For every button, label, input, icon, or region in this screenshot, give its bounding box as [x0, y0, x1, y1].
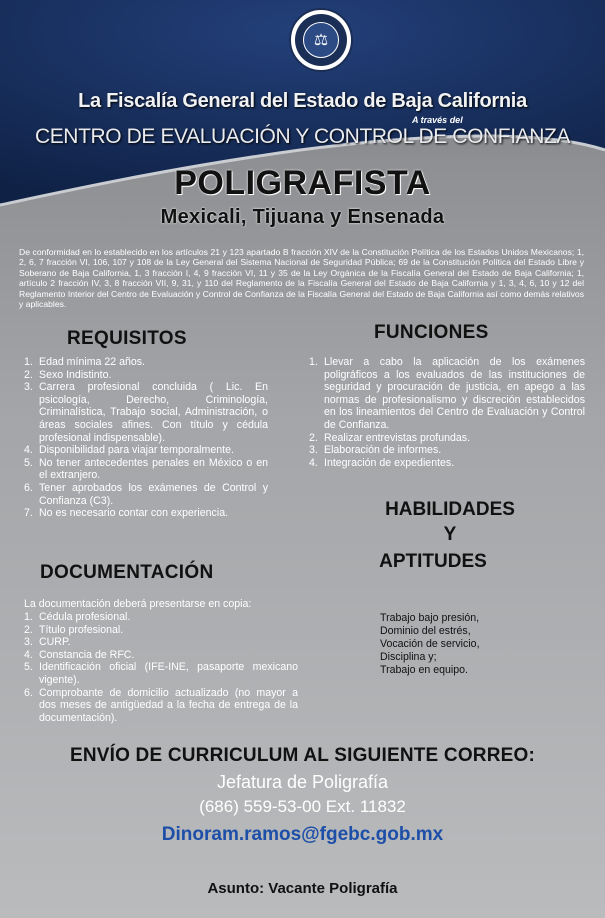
- habilidad-item: Trabajo en equipo.: [380, 664, 468, 676]
- list-item-number: 2.: [309, 431, 318, 444]
- documentacion-list: [24, 611, 298, 724]
- institution-seal: [289, 8, 353, 72]
- list-item-text: Cédula profesional.: [39, 611, 131, 623]
- requisitos-heading: REQUISITOS: [67, 328, 187, 349]
- list-item-number: 3.: [24, 381, 33, 394]
- habilidad-item: Vocación de servicio,: [380, 638, 480, 650]
- habilidades-heading-line3: APTITUDES: [379, 551, 487, 572]
- list-item-number: 2.: [24, 368, 33, 381]
- requisito-item: [24, 381, 268, 444]
- requisito-item: [24, 507, 268, 520]
- list-item-number: 5.: [24, 456, 33, 469]
- requisito-item: [24, 457, 268, 482]
- center-name: CENTRO DE EVALUACIÓN Y CONTROL DE CONFIANZA: [34, 125, 571, 148]
- requisito-item: [24, 356, 268, 369]
- contact-heading: ENVÍO DE CURRICULUM AL SIGUIENTE CORREO:: [69, 745, 536, 766]
- list-item-text: Tener aprobados los exámenes de Control y Confianza (C3).: [39, 481, 268, 507]
- requisito-item: [24, 444, 268, 457]
- documentacion-heading: DOCUMENTACIÓN: [40, 562, 214, 583]
- list-item-text: Edad mínima 22 años.: [39, 356, 145, 368]
- via-text: A través del: [412, 115, 463, 125]
- list-item-number: 2.: [24, 623, 33, 636]
- documento-item: [24, 687, 298, 725]
- contact-department: Jefatura de Poligrafía: [216, 772, 389, 792]
- list-item-text: No tener antecedentes penales en México o en el extranjero.: [39, 456, 268, 482]
- list-item-number: 3.: [309, 444, 318, 457]
- documentacion-intro: La documentación deberá presentarse en copia:: [24, 598, 252, 610]
- funciones-heading: FUNCIONES: [374, 322, 489, 343]
- list-item-number: 1.: [24, 611, 33, 623]
- list-item-text: Llevar a cabo la aplicación de los exámenes poligráficos a los evaluados de las instituciones de seguridad y procuración de justicia, en apego a las normas de profesionalismo y discreción establecidos en los lineamientos del Centro de Evaluación y Control de Confianza.: [324, 356, 585, 431]
- requisito-item: [24, 482, 268, 507]
- list-item-number: 7.: [24, 507, 33, 520]
- list-item-text: Identificación oficial (IFE-INE, pasaporte mexicano vigente).: [39, 661, 298, 686]
- funcion-item: [309, 432, 585, 445]
- list-item-number: 3.: [24, 636, 33, 649]
- funcion-item: [309, 457, 585, 470]
- list-item-number: 5.: [24, 661, 33, 674]
- list-item-text: Carrera profesional concluida ( Lic. En psicología, Derecho, Criminología, Criminalística, Trabajo social, Administración, o áreas sociales afines. Con título y cédula profesional indispensable).: [39, 381, 268, 444]
- legal-basis-text: De conformidad en lo establecido en los artículos 21 y 123 apartado B fracción XIV de la Constitución Política de los Estados Unidos Mexicanos; 1, 2, 6, 7 fracción VI, 106, 107 y 108 de la Ley General del Sistema Nacional de Seguridad Pública; 69 de la Constitución Política del Estado Libre y Soberano de Baja California, 1, 3 fracción I, 4, 9 fracción VI, 11 y 35 de la Ley Orgánica de la Fiscalía General del Estado de Baja California; 1, artículo 2 fracción IV, 3, 8 fracción VII, 9, 31, y 110 del Reglamento de la Fiscalía General del Estado de Baja California y 1, 3, 4, 6, 10 y 12 del Reglamento Interior del Centro de Evaluación y Control de Confianza de la Fiscalía General del Estado de Baja California así como demás relativos y aplicables.: [19, 247, 584, 310]
- list-item-text: Sexo Indistinto.: [39, 368, 112, 381]
- list-item-number: 1.: [24, 356, 33, 368]
- funcion-item: [309, 356, 585, 432]
- documento-item: [24, 636, 298, 649]
- institution-name: La Fiscalía General del Estado de Baja California: [78, 90, 527, 112]
- list-item-number: 4.: [309, 456, 318, 469]
- list-item-text: Elaboración de informes.: [324, 444, 442, 457]
- requisitos-list: [24, 356, 268, 520]
- email-subject: Asunto: Vacante Poligrafía: [207, 880, 398, 897]
- documento-item: [24, 611, 298, 624]
- job-title: POLIGRAFISTA: [174, 164, 431, 202]
- documento-item: [24, 661, 298, 686]
- habilidades-heading-line1: HABILIDADES: [385, 499, 515, 520]
- list-item-text: Realizar entrevistas profundas.: [324, 431, 471, 444]
- job-cities: Mexicali, Tijuana y Ensenada: [160, 206, 445, 228]
- list-item-number: 4.: [24, 444, 33, 457]
- contact-email-link[interactable]: Dinoram.ramos@fgebc.gob.mx: [161, 824, 444, 845]
- documento-item: [24, 649, 298, 662]
- list-item-text: Constancia de RFC.: [39, 648, 135, 661]
- list-item-text: No es necesario contar con experiencia.: [39, 507, 229, 520]
- contact-phone: (686) 559-53-00 Ext. 11832: [199, 797, 406, 816]
- list-item-text: Título profesional.: [39, 623, 124, 636]
- habilidad-item: Dominio del estrés,: [380, 625, 471, 637]
- list-item-text: Integración de expedientes.: [324, 456, 455, 469]
- list-item-number: 6.: [24, 481, 33, 494]
- list-item-text: CURP.: [39, 636, 71, 649]
- list-item-number: 4.: [24, 648, 33, 661]
- habilidades-heading-line2: Y: [443, 524, 457, 545]
- funciones-list: [309, 356, 585, 469]
- habilidad-item: Disciplina y;: [380, 651, 437, 663]
- scales-icon: ⚖: [303, 22, 339, 58]
- list-item-number: 1.: [309, 356, 318, 368]
- seal-ring: [295, 14, 347, 66]
- funcion-item: [309, 444, 585, 457]
- list-item-number: 6.: [24, 686, 33, 699]
- habilidades-list: [380, 612, 480, 677]
- habilidad-item: Trabajo bajo presión,: [380, 612, 480, 624]
- list-item-text: Disponibilidad para viajar temporalmente.: [39, 444, 234, 457]
- documento-item: [24, 624, 298, 637]
- requisito-item: [24, 369, 268, 382]
- list-item-text: Comprobante de domicilio actualizado (no mayor a dos meses de antigüedad a la fecha de entrega de la documentación).: [39, 686, 298, 724]
